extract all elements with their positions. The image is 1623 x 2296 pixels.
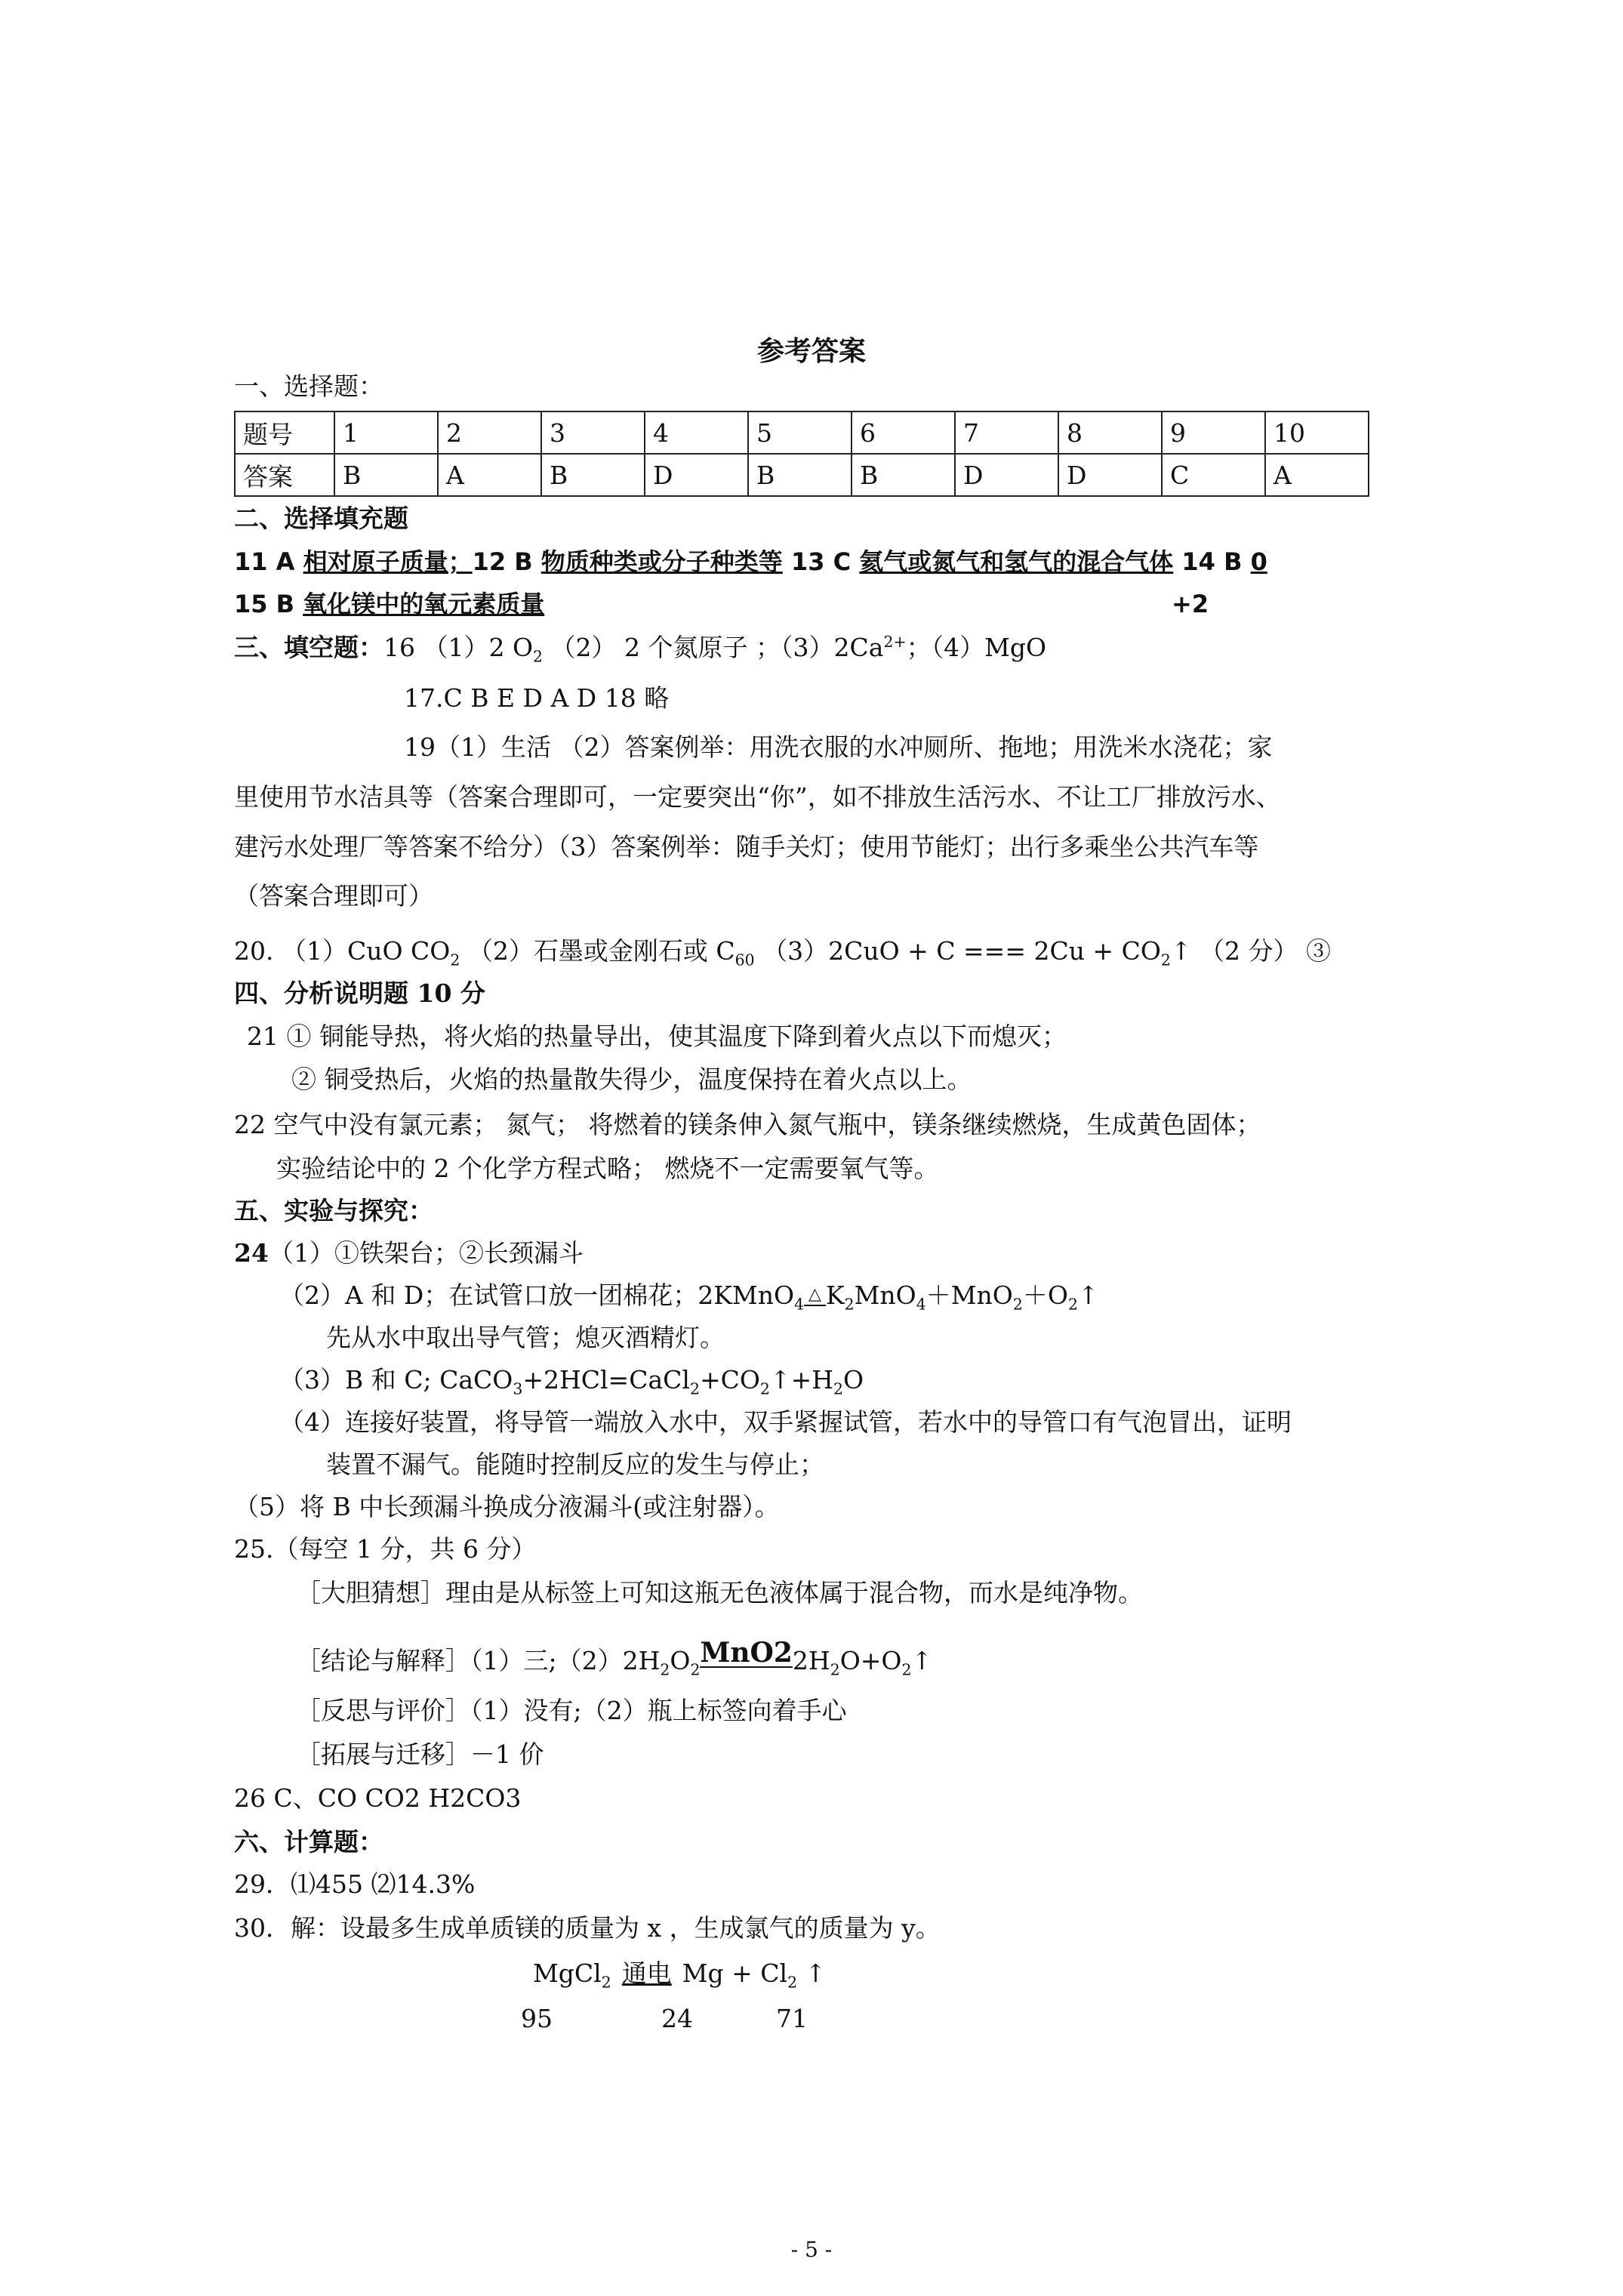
- q24-line-2: （2）A 和 D；在试管口放一团棉花；2KMnO$_4$△ $K_2MnO_4+MnO_2+O_2↑$: [279, 1281, 1099, 1314]
- table-cell: B: [541, 454, 645, 496]
- q24-number: 24: [234, 1238, 269, 1268]
- q25-reflection: ［反思与评价］（1）没有;（2）瓶上标签向着手心: [296, 1696, 847, 1725]
- formula-mno: MnO: [854, 1281, 916, 1310]
- q13-answer: 氦气或氮气和氢气的混合气体: [859, 547, 1174, 576]
- formula-products: Mg + Cl: [682, 1959, 788, 1988]
- page-title: 参考答案: [756, 335, 866, 367]
- section-1-heading: 一、选择题：: [234, 371, 383, 401]
- row-label-number: 题号: [235, 411, 334, 454]
- q16-part1: 16 （1）2 O: [383, 633, 534, 662]
- table-cell: 6: [852, 411, 955, 454]
- formula-o-o: O+O: [839, 1646, 902, 1675]
- table-cell: B: [748, 454, 852, 496]
- section-5-heading: 五、实验与探究：: [234, 1196, 433, 1225]
- table-cell: D: [1058, 454, 1162, 496]
- q12-answer: 物质种类或分子种类等: [540, 547, 783, 576]
- q19-line-2: 里使用节水洁具等（答案合理即可，一定要突出“你”，如不排放生活污水、不让工厂排放污水、: [234, 782, 1281, 812]
- q24-line-7: （5）将 B 中长颈漏斗换成分液漏斗(或注射器）。: [234, 1492, 780, 1521]
- q26-line: 26 C、CO CO2 H2CO3: [234, 1783, 522, 1813]
- q20-part4: ↑ （2 分） ③: [1170, 936, 1332, 966]
- q15-answer: 氧化镁中的氧元素质量: [303, 590, 545, 618]
- table-cell: A: [1265, 454, 1369, 496]
- formula-mgcl: MgCl: [533, 1959, 602, 1988]
- q14-answer: 0: [1250, 547, 1267, 576]
- q14-label: 14 B: [1173, 547, 1251, 576]
- table-cell: D: [645, 454, 748, 496]
- q11-label: 11 A: [234, 547, 303, 576]
- q25-guess: ［大胆猜想］理由是从标签上可知这瓶无色液体属于混合物，而水是纯净物。: [296, 1578, 1143, 1607]
- section-2-heading: 二、选择填充题: [234, 504, 408, 533]
- q16-part3: ；（4）MgO: [906, 633, 1047, 662]
- mass-71: 71: [776, 2004, 808, 2033]
- gas-arrow: ↑: [805, 1959, 827, 1988]
- q25-conclusion: ［结论与解释］（1）三$;(2)2H_2O_2MnO22H_2O+O_2↑$: [296, 1637, 933, 1679]
- section-3-heading: 三、填空题：: [234, 633, 383, 662]
- q29-line: 29．⑴455 ⑵14.3%: [234, 1869, 476, 1899]
- heat-condition-icon: △: [804, 1285, 826, 1306]
- q24-line-5: （4）连接好装置，将导管一端放入水中，双手紧握试管，若水中的导管口有气泡冒出，证明: [279, 1407, 1292, 1437]
- q24-line-6: 装置不漏气。能随时控制反应的发生与停止；: [326, 1450, 824, 1479]
- table-cell: 8: [1058, 411, 1162, 454]
- answer-table: [234, 411, 1369, 497]
- q25-line: 25.（每空 1 分，共 6 分）: [234, 1534, 537, 1564]
- table-cell: D: [955, 454, 1058, 496]
- table-cell: B: [852, 454, 955, 496]
- table-row-numbers: [235, 411, 1369, 454]
- gas-arrow: ↑: [1077, 1281, 1099, 1310]
- q25-2-text: ［结论与解释］（1）三;（2）2H: [296, 1646, 661, 1675]
- q16-line: 三、填空题：16 （1）2 $O_2$ （2） 2 个氮原子 ；$(3)2Ca^{2+}$；（4）MgO: [234, 633, 1047, 666]
- q24-3-text: （3）B 和 C; CaCO: [279, 1365, 513, 1395]
- section-4-heading: 四、分析说明题 10 分: [234, 978, 485, 1008]
- electrolysis-condition: 通电: [621, 1959, 672, 1988]
- catalyst-label: MnO2: [700, 1637, 793, 1669]
- formula-h: ↑+H: [769, 1365, 834, 1395]
- q30-equation: MgCl$_2$ 通电 $Mg + Cl_2$ ↑: [533, 1959, 827, 1992]
- mass-95: 95: [521, 2004, 553, 2033]
- table-cell: 9: [1162, 411, 1265, 454]
- page-number: - 5 -: [790, 2237, 833, 2262]
- q24-line-3: 先从水中取出导气管；熄灭酒精灯。: [326, 1323, 725, 1352]
- formula-o2: ＋O: [1022, 1281, 1068, 1310]
- table-cell: B: [334, 454, 438, 496]
- q12-label: 12 B: [472, 547, 541, 576]
- q24-2-text: （2）A 和 D；在试管口放一团棉花；2KMnO: [279, 1281, 795, 1310]
- q16-part2: （2） 2 个氮原子 ；（3）2Ca: [550, 633, 884, 662]
- q20-part3: （3）2CuO + C === 2Cu + CO: [754, 936, 1161, 966]
- formula-o: O: [843, 1365, 864, 1395]
- formula-mno2: ＋MnO: [925, 1281, 1013, 1310]
- table-row-answers: [235, 454, 1369, 496]
- q21-line-2: ② 铜受热后，火焰的热量散失得少，温度保持在着火点以上。: [291, 1065, 972, 1094]
- formula-k: K: [825, 1281, 845, 1310]
- q24-line-1: [234, 1238, 584, 1268]
- q24-line-4: （3）B 和 C; $CaCO_3+2HCl=CaCl_2+CO_2↑+H_2O$: [279, 1365, 864, 1398]
- table-cell: 2: [438, 411, 541, 454]
- q20-line: 20. （1）CuO $CO_2$ （2）石墨或金刚石或 $C_{60}$ （3）2CuO + C === $2Cu + CO_2↑$ （2 分） ③: [234, 936, 1332, 969]
- table-cell: 5: [748, 411, 852, 454]
- q20-part2: （2）石墨或金刚石或 C: [467, 936, 735, 966]
- formula-o: O: [670, 1646, 691, 1675]
- mass-24: 24: [661, 2004, 693, 2033]
- q25-extension: ［拓展与迁移］－1 价: [296, 1740, 544, 1769]
- q11-14-line: [234, 547, 1267, 576]
- table-cell: 1: [334, 411, 438, 454]
- row-label-answer: 答案: [235, 454, 334, 496]
- q30-line: 30．解：设最多生成单质镁的质量为 x ，生成氯气的质量为 y。: [234, 1913, 941, 1943]
- q19-line-4: （答案合理即可）: [234, 881, 433, 911]
- q22-line-1: 22 空气中没有氯元素； 氮气； 将燃着的镁条伸入氮气瓶中，镁条继续燃烧，生成黄色固体；: [234, 1110, 1261, 1139]
- table-cell: C: [1162, 454, 1265, 496]
- q22-line-2: 实验结论中的 2 个化学方程式略； 燃烧不一定需要氧气等。: [276, 1154, 939, 1183]
- q19-line-1: 19（1）生活 （2）答案例举：用洗衣服的水冲厕所、拖地；用洗米水浇花；家: [404, 732, 1273, 762]
- gas-arrow: ↑: [911, 1646, 933, 1675]
- valence-plus2: +2: [1172, 590, 1209, 618]
- formula-2h: 2H: [792, 1646, 830, 1675]
- table-cell: 10: [1265, 411, 1369, 454]
- q19-line-3: 建污水处理厂等答案不给分）（3）答案例举：随手关灯；使用节能灯；出行多乘坐公共汽车等: [234, 832, 1259, 861]
- formula-cacl: +2HCl=CaCl: [522, 1365, 690, 1395]
- q21-line-1: 21 ① 铜能导热，将火焰的热量导出，使其温度下降到着火点以下而熄灭；: [247, 1022, 1067, 1051]
- q13-label: 13 C: [782, 547, 860, 576]
- q15-line: [234, 590, 812, 618]
- formula-co: +CO: [699, 1365, 760, 1395]
- table-cell: 7: [955, 411, 1058, 454]
- q17-18-line: 17.C B E D A D 18 略: [404, 683, 670, 713]
- q24-part1: （1）①铁架台；②长颈漏斗: [268, 1238, 584, 1268]
- q20-part1: 20. （1）CuO CO: [234, 936, 451, 966]
- table-cell: 3: [541, 411, 645, 454]
- table-cell: A: [438, 454, 541, 496]
- table-cell: 4: [645, 411, 748, 454]
- q11-answer: 相对原子质量；: [303, 547, 473, 576]
- section-6-heading: 六、计算题：: [234, 1827, 383, 1857]
- q15-label: 15 B: [234, 590, 303, 618]
